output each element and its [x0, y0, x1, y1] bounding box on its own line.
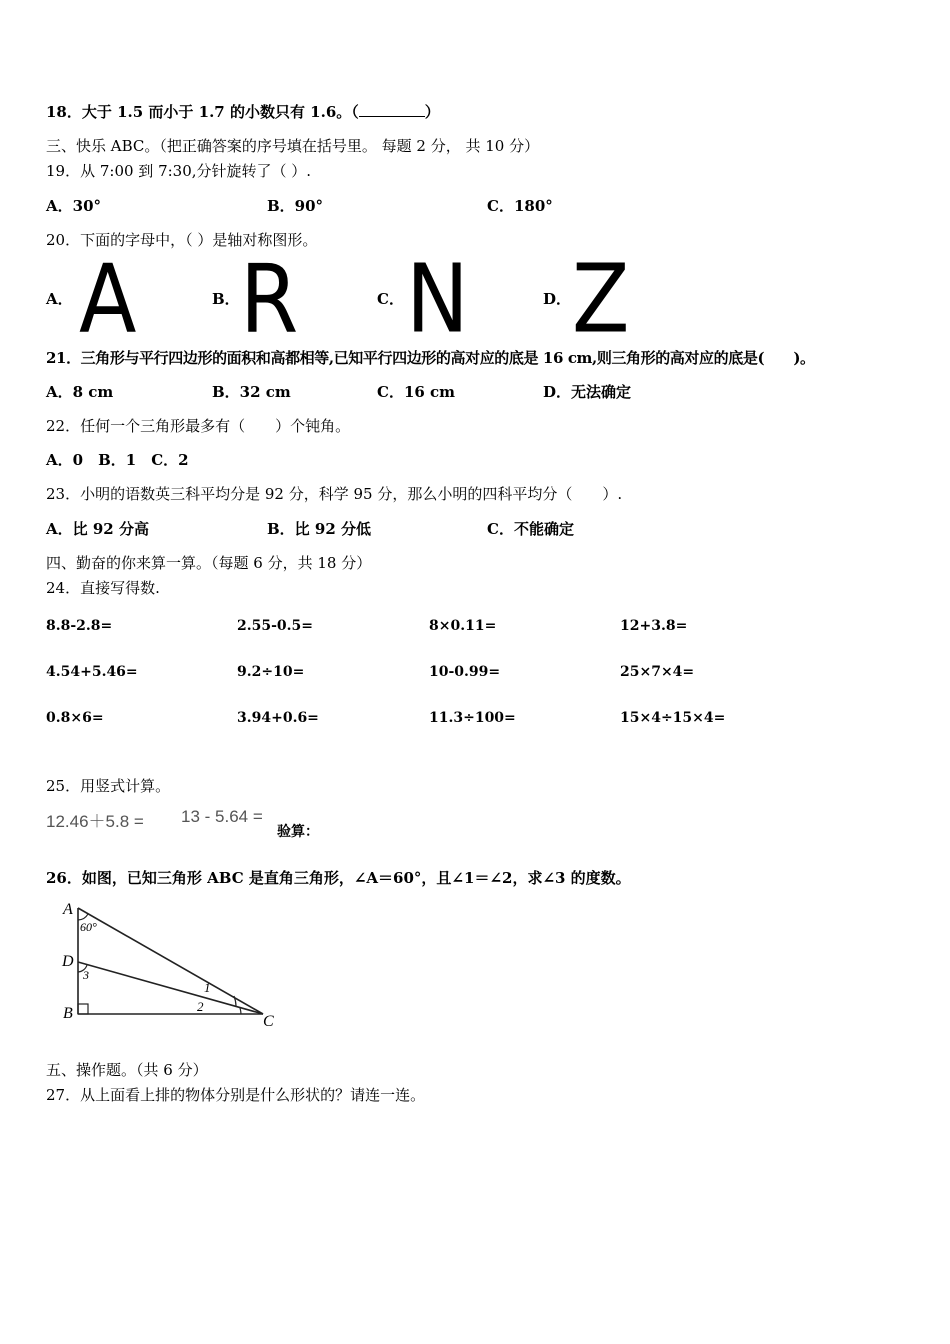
segment-dc [78, 962, 263, 1014]
q21-option-a: A．8 cm [46, 383, 114, 401]
question-24: 24．直接写得数. [46, 579, 160, 597]
section-5-heading: 五、操作题。（共 6 分） [46, 1061, 208, 1079]
calc-item: 9.2÷10= [237, 664, 305, 680]
q20-label-d: D． [543, 290, 572, 308]
calc-item: 11.3÷100= [429, 710, 516, 726]
calc-item: 2.55-0.5= [237, 618, 313, 634]
calc-item: 8.8-2.8= [46, 618, 113, 634]
vertical-calc-2: 13 - 5.64 = [181, 807, 263, 826]
section-3-heading: 三、快乐 ABC。（把正确答案的序号填在括号里。 每题 2 分， 共 10 分） [46, 137, 540, 155]
triangle-figure [58, 896, 288, 1036]
angle-a-label: 60° [80, 920, 97, 934]
q19-option-b: B．90° [267, 197, 324, 215]
calc-item: 25×7×4= [620, 664, 695, 680]
angle-3-label: 3 [83, 968, 89, 982]
answer-blank[interactable] [359, 102, 425, 117]
q23-option-a: A．比 92 分高 [46, 520, 149, 538]
q19-option-a: A．30° [46, 197, 102, 215]
question-21: 21．三角形与平行四边形的面积和高都相等,已知平行四边形的高对应的底是 16 cm,则三角形的高对应的底是( )。 [46, 349, 815, 367]
letter-n-image: N [406, 262, 469, 336]
vertex-b: B [63, 1005, 73, 1022]
calc-item: 0.8×6= [46, 710, 104, 726]
calc-item: 8×0.11= [429, 618, 497, 634]
q23-option-b: B．比 92 分低 [267, 520, 371, 538]
q21-option-b: B．32 cm [212, 383, 291, 401]
vertex-d: D [62, 953, 74, 970]
q19-option-c: C．180° [487, 197, 553, 215]
q21-option-c: C．16 cm [377, 383, 456, 401]
question-20: 20．下面的字母中，（ ）是轴对称图形。 [46, 231, 318, 249]
right-angle-mark [78, 1004, 88, 1014]
question-23: 23．小明的语数英三科平均分是 92 分，科学 95 分，那么小明的四科平均分（ ）. [46, 485, 623, 503]
vertex-c: C [263, 1013, 274, 1030]
angle-c-inner-arc [240, 1008, 241, 1014]
calc-item: 4.54+5.46= [46, 664, 138, 680]
question-19: 19．从 7:00 到 7:30,分针旋转了（ ）. [46, 162, 312, 180]
q20-label-a: A． [46, 290, 73, 308]
angle-2-label: 2 [197, 999, 204, 1014]
letter-z-image: Z [572, 262, 630, 336]
calc-item: 3.94+0.6= [237, 710, 319, 726]
question-25: 25．用竖式计算。 [46, 777, 171, 795]
vertical-calc-1: 12.46＋5.8 = [46, 812, 144, 831]
question-22: 22．任何一个三角形最多有（ ）个钝角。 [46, 417, 351, 435]
calc-item: 15×4÷15×4= [620, 710, 726, 726]
q20-label-c: C． [377, 290, 404, 308]
calc-item: 10-0.99= [429, 664, 501, 680]
vertex-a: A [63, 901, 73, 918]
q20-label-b: B． [212, 290, 240, 308]
angle-1-label: 1 [204, 980, 211, 995]
q21-option-d: D．无法确定 [543, 383, 632, 401]
question-27: 27．从上面看上排的物体分别是什么形状的？请连一连。 [46, 1086, 426, 1104]
question-26: 26．如图，已知三角形 ABC 是直角三角形，∠A＝60°，且∠1＝∠2，求∠3 的度数。 [46, 869, 631, 887]
section-4-heading: 四、勤奋的你来算一算。（每题 6 分，共 18 分） [46, 554, 372, 572]
letter-a-image: A [79, 262, 137, 336]
check-label: 验算： [277, 824, 319, 840]
q22-options: A．0 B．1 C．2 [46, 451, 189, 469]
q23-option-c: C．不能确定 [487, 520, 574, 538]
calc-item: 12+3.8= [620, 618, 688, 634]
letter-r-image: R [240, 262, 299, 336]
question-18: 18．大于 1.5 而小于 1.7 的小数只有 1.6。（ ） [46, 103, 440, 121]
